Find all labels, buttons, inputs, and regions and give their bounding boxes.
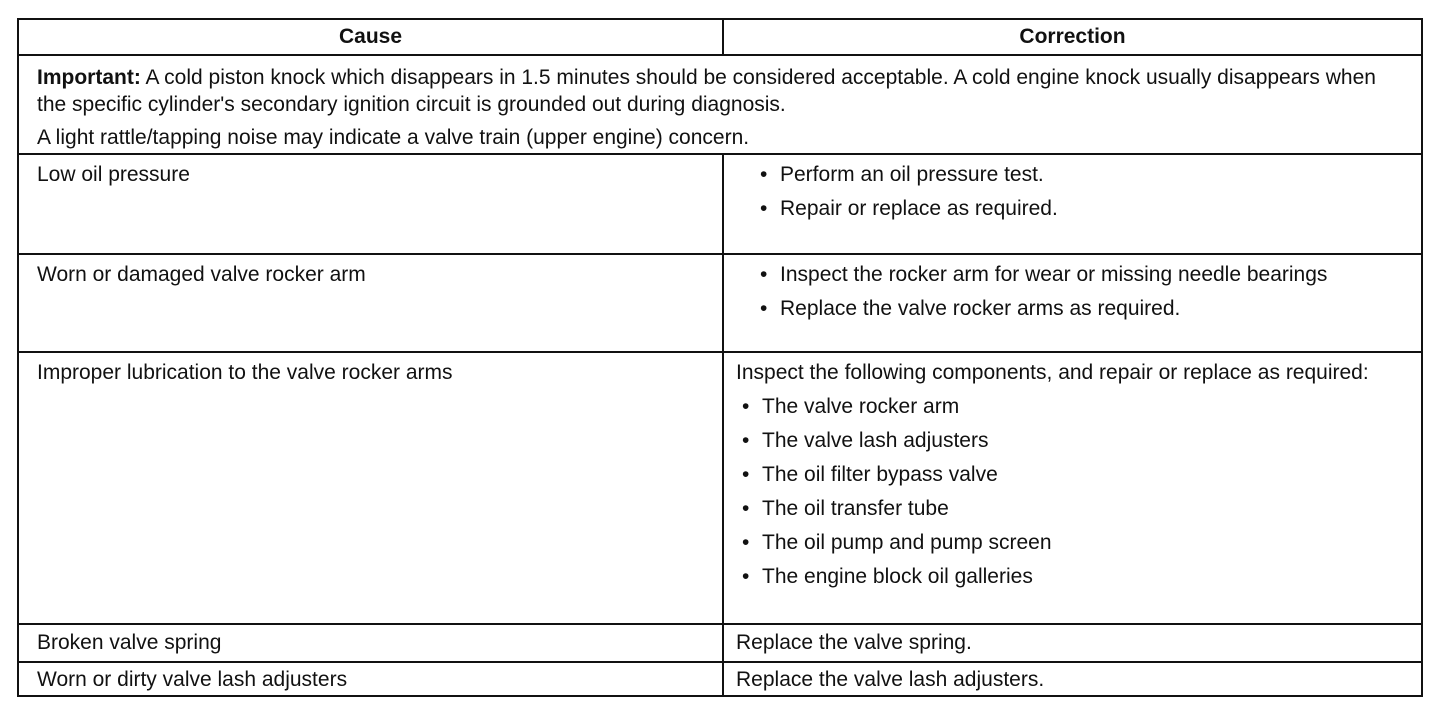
list-item: • The valve rocker arm <box>736 393 1396 420</box>
row-4-cause: Broken valve spring <box>37 631 222 654</box>
note-text-2: A light rattle/tapping noise may indicate a valve train (upper engine) concern. <box>37 126 750 149</box>
row-1-cause: Low oil pressure <box>37 163 190 186</box>
row-5-cause: Worn or dirty valve lash adjusters <box>37 668 348 691</box>
divider <box>19 661 1421 663</box>
list-item: • The valve lash adjusters <box>736 427 1396 454</box>
row-2-cause: Worn or damaged valve rocker arm <box>37 263 366 286</box>
row-5-correction: Replace the valve lash adjusters. <box>736 668 1045 691</box>
row-3-cause: Improper lubrication to the valve rocker arms <box>37 361 453 384</box>
list-item: • The oil filter bypass valve <box>736 461 1396 488</box>
list-item: • The oil pump and pump screen <box>736 529 1396 556</box>
note-text: A cold piston knock which disappears in 1.5 minutes should be considered acceptable. A cold engine knock usually disappears when the specific cylinder's secondary ignition circuit is grounded out during diagnosis. <box>37 66 1376 116</box>
divider <box>19 351 1421 353</box>
list-item: • Inspect the rocker arm for wear or missing needle bearings <box>754 261 1354 288</box>
important-note <box>37 64 1397 151</box>
divider <box>19 253 1421 255</box>
row-3-correction <box>736 359 1396 597</box>
correction-intro: Inspect the following components, and repair or replace as required: <box>736 361 1369 384</box>
divider <box>19 153 1421 155</box>
header-cause: Cause <box>338 25 403 48</box>
column-divider <box>722 153 724 695</box>
list-item: • The oil transfer tube <box>736 495 1396 522</box>
column-divider <box>722 20 724 54</box>
diagnosis-table <box>17 18 1423 697</box>
divider <box>19 623 1421 625</box>
list-item: • The engine block oil galleries <box>736 563 1396 590</box>
row-2-correction <box>754 261 1354 329</box>
list-item: • Replace the valve rocker arms as required. <box>754 295 1354 322</box>
header-correction: Correction <box>1019 25 1126 48</box>
row-4-correction: Replace the valve spring. <box>736 631 972 654</box>
divider <box>19 54 1421 56</box>
list-item: • Perform an oil pressure test. <box>754 161 1404 188</box>
note-label: Important: <box>37 66 141 89</box>
list-item: • Repair or replace as required. <box>754 195 1404 222</box>
row-1-correction <box>754 161 1404 229</box>
